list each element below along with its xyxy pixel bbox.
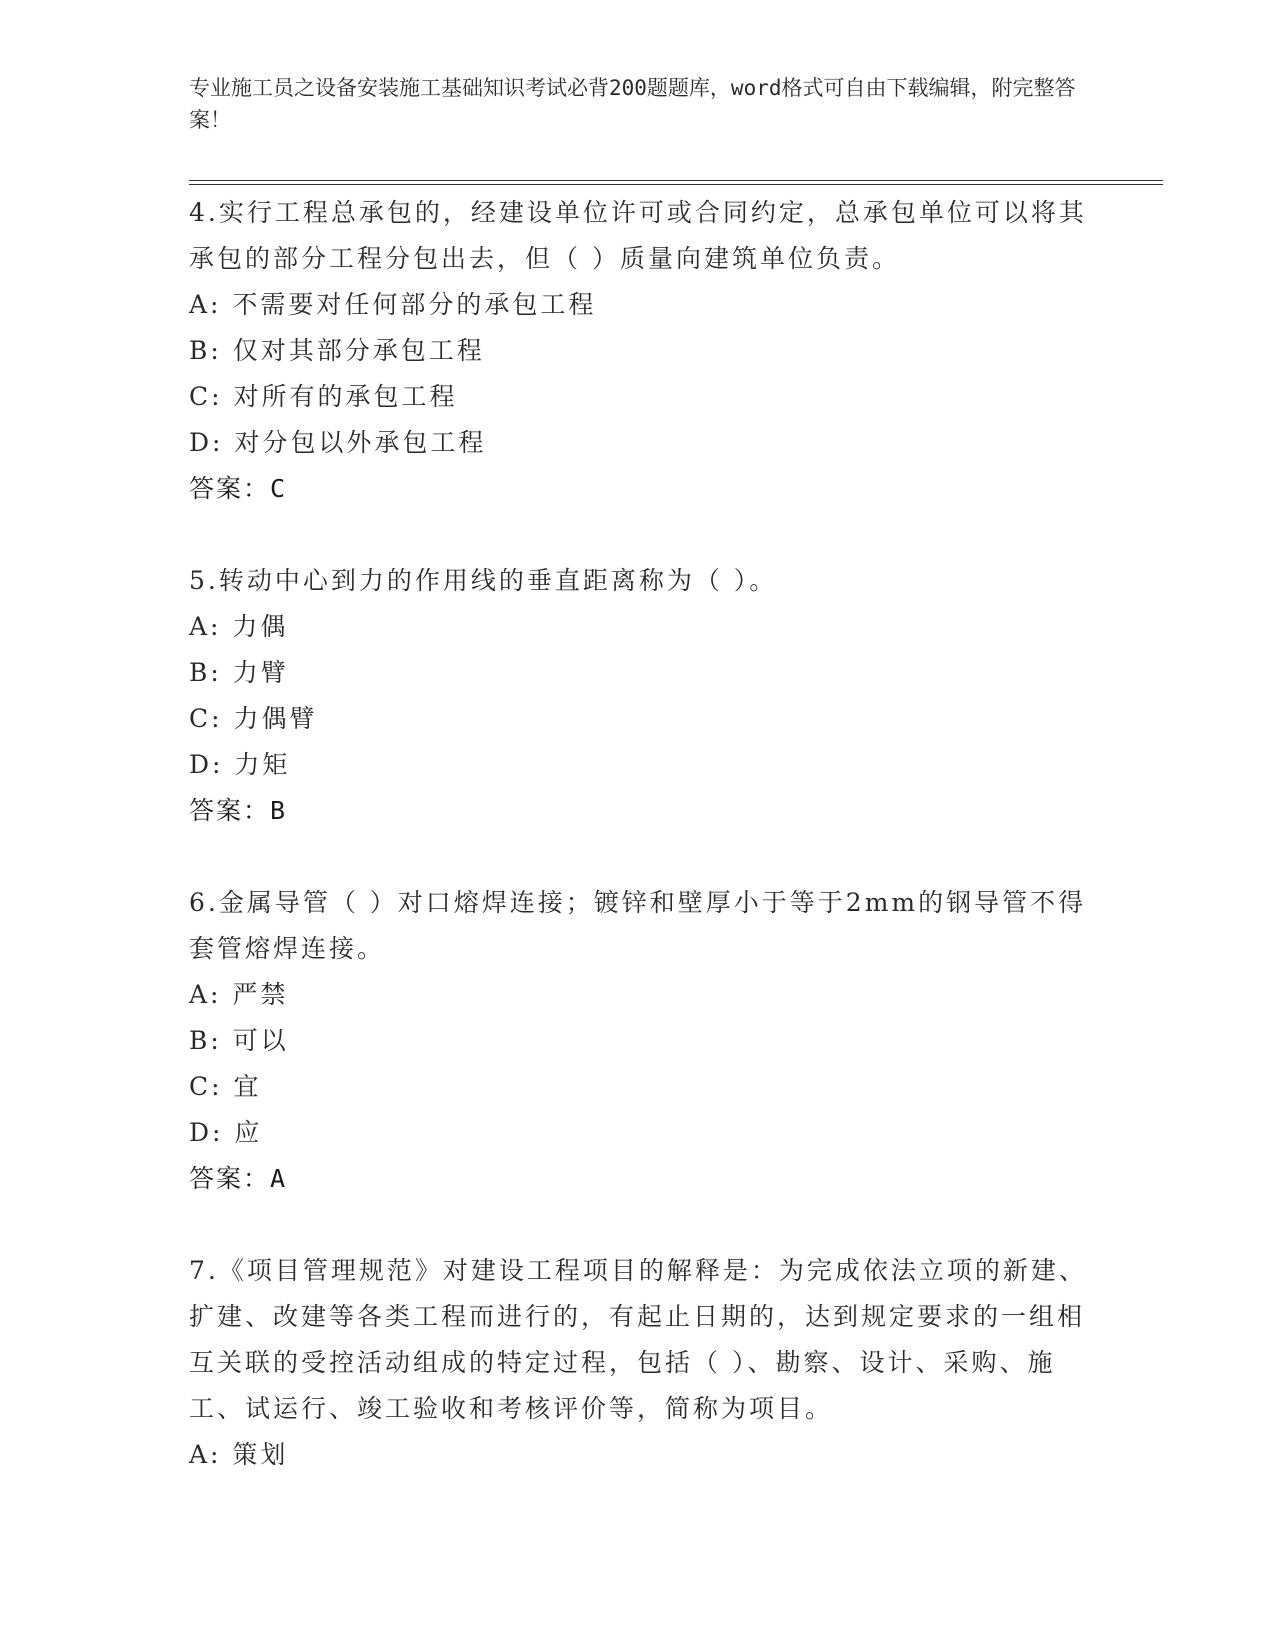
answer-value: C — [270, 474, 286, 503]
answer-label: 答案： — [189, 1164, 271, 1193]
answer-line — [189, 788, 1089, 834]
answer-value: B — [270, 796, 286, 825]
option-b: B: 可以 — [189, 1026, 289, 1055]
document-header — [189, 72, 1079, 136]
answer-label: 答案： — [189, 474, 271, 503]
option-d: D: 应 — [189, 1118, 263, 1147]
question-5 — [189, 558, 1089, 834]
question-text: 4.实行工程总承包的，经建设单位许可或合同约定，总承包单位可以将其承包的部分工程分包出去，但（ ）质量向建筑单位负责。 — [189, 198, 1087, 273]
question-4 — [189, 190, 1089, 512]
answer-value: A — [270, 1164, 286, 1193]
option-a: A: 严禁 — [189, 980, 289, 1009]
answer-line — [189, 466, 1089, 512]
question-6 — [189, 880, 1089, 1202]
answer-label: 答案： — [189, 796, 271, 825]
option-c: C: 对所有的承包工程 — [189, 382, 458, 411]
header-divider-bottom — [189, 184, 1163, 185]
answer-line — [189, 1156, 1089, 1202]
option-d: D: 对分包以外承包工程 — [189, 428, 487, 457]
option-b: B: 力臂 — [189, 658, 289, 687]
document-title: 专业施工员之设备安装施工基础知识考试必背200题题库，word格式可自由下载编辑，附完整答案！ — [189, 76, 1076, 132]
question-list — [189, 190, 1089, 1478]
question-text: 6.金属导管（ ）对口熔焊连接；镀锌和壁厚小于等于2mm的钢导管不得套管熔焊连接。 — [189, 888, 1087, 963]
option-c: C: 宜 — [189, 1072, 262, 1101]
option-a: A: 策划 — [189, 1440, 289, 1469]
option-d: D: 力矩 — [189, 750, 291, 779]
option-a: A: 不需要对任何部分的承包工程 — [189, 290, 597, 319]
question-text: 5.转动中心到力的作用线的垂直距离称为（ ）。 — [189, 566, 778, 595]
option-a: A: 力偶 — [189, 612, 289, 641]
question-7 — [189, 1248, 1089, 1478]
question-text: 7.《项目管理规范》对建设工程项目的解释是：为完成依法立项的新建、扩建、改建等各类工程而进行的，有起止日期的，达到规定要求的一组相互关联的受控活动组成的特定过程，包括（ ）、勘察、设计、采购、施工、试运行、竣工验收和考核评价等，简称为项目。 — [189, 1256, 1087, 1423]
option-c: C: 力偶臂 — [189, 704, 318, 733]
header-divider-top — [189, 180, 1163, 181]
option-b: B: 仅对其部分承包工程 — [189, 336, 485, 365]
